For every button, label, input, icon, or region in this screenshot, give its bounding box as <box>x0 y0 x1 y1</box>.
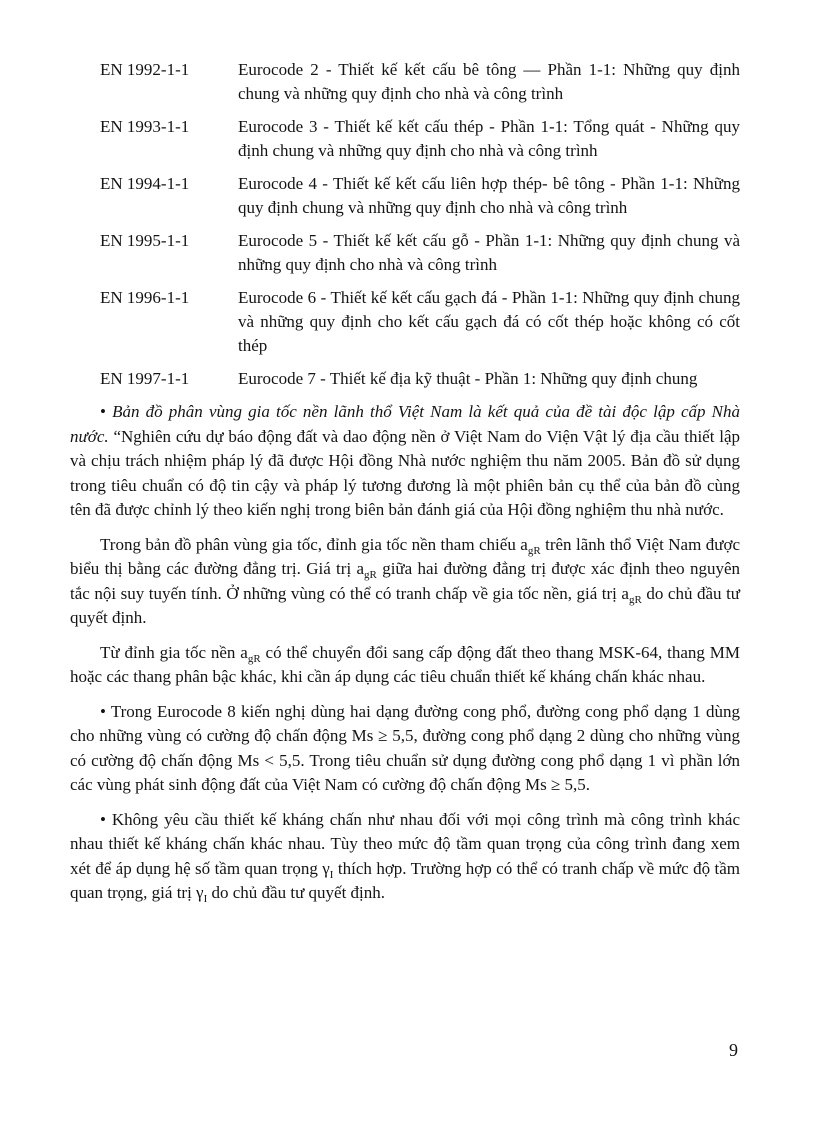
standard-description: Eurocode 7 - Thiết kế địa kỹ thuật - Phần 1: Những quy định chung <box>238 369 698 388</box>
standard-row <box>100 367 740 391</box>
standards-list <box>100 58 740 400</box>
paragraph-spectrum: • Trong Eurocode 8 kiến nghị dùng hai dạng đường cong phổ, đường cong phổ dạng 1 dùng cho những vùng có cường độ chấn động Ms ≥ 5,5, đường cong phổ dạng 2 dùng cho những vùng có cường độ chấn động Ms < 5,5. Trong tiêu chuẩn sử dụng đường cong phổ dạng 1 vì phần lớn các vùng phát sinh động đất của Việt Nam có cường độ chấn động Ms ≥ 5,5. <box>70 701 740 794</box>
paragraph-acceleration: Trong bản đồ phân vùng gia tốc, đỉnh gia tốc nền tham chiếu $a_{gR}$ trên lãnh thổ Việt Nam được biểu thị bằng các đường đẳng trị. Giá trị $a_{gR}$ giữa hai đường đẳng trị được xác định theo nguyên tắc nội suy tuyến tính. Ở những vùng có thể có tranh chấp về gia tốc nền, giá trị $a_{gR}$ do chủ đầu tư quyết định. <box>70 534 741 627</box>
bullet-glyph: • <box>100 402 106 421</box>
italic-lead: Bản đồ phân vùng gia tốc nền lãnh thổ Việt Nam là kết quả của đề tài độc lập cấp Nhà nước. <box>70 402 741 446</box>
paragraph-importance: • Không yêu cầu thiết kế kháng chấn như nhau đối với mọi công trình mà công trình khác nhau thiết kế kháng chấn khác nhau. Tùy theo mức độ tầm quan trọng của công trình đang xem xét để áp dụng hệ số tầm quan trọng $\gamma_I$ thích hợp. Trường hợp có thể có tranh chấp về mức độ tầm quan trọng, giá trị $\gamma_I$ do chủ đầu tư quyết định. <box>70 809 740 905</box>
standard-code: EN 1994-1-1 <box>100 174 190 193</box>
standard-description: Eurocode 2 - Thiết kế kết cấu bê tông — Phần 1-1: Những quy định chung và những quy định cho nhà và công trình <box>238 60 740 103</box>
standard-code: EN 1997-1-1 <box>100 369 190 388</box>
standard-row <box>100 115 740 163</box>
standard-code: EN 1993-1-1 <box>100 117 190 136</box>
paragraph-seismic-map: • Bản đồ phân vùng gia tốc nền lãnh thổ Việt Nam là kết quả của đề tài độc lập cấp Nhà nước. “Nghiên cứu dự báo động đất và dao động nền ở Việt Nam do Viện Vật lý địa cầu thiết lập và chịu trách nhiệm pháp lý đã được Hội đồng Nhà nước nghiệm thu năm 2005. Bản đồ sử dụng trong tiêu chuẩn có độ tin cậy và pháp lý tương đương là một phiên bản cụ thể của bản đồ cùng tên đã được chỉnh lý theo kiến nghị trong biên bản đánh giá của Hội đồng nghiệm thu nhà nước. <box>70 402 741 519</box>
standard-code: EN 1995-1-1 <box>100 231 190 250</box>
standard-row <box>100 286 740 358</box>
body-text <box>70 400 740 916</box>
standard-row <box>100 172 740 220</box>
standard-code: EN 1996-1-1 <box>100 288 190 307</box>
page-number: 9 <box>729 1040 738 1060</box>
standard-description: Eurocode 4 - Thiết kế kết cấu liên hợp thép- bê tông - Phần 1-1: Những quy định chung và những quy định cho nhà và công trình <box>238 174 740 217</box>
standard-description: Eurocode 3 - Thiết kế kết cấu thép - Phần 1-1: Tổng quát - Những quy định chung và những quy định cho nhà và công trình <box>238 117 740 160</box>
standard-code: EN 1992-1-1 <box>100 60 190 79</box>
standard-description: Eurocode 6 - Thiết kế kết cấu gạch đá - Phần 1-1: Những quy định chung và những quy định cho kết cấu gạch đá có cốt thép hoặc không có cốt thép <box>238 288 740 355</box>
standard-description: Eurocode 5 - Thiết kế kết cấu gỗ - Phần 1-1: Những quy định chung và những quy định cho nhà và công trình <box>238 231 740 274</box>
standard-row <box>100 58 740 106</box>
paragraph-conversion: Từ đỉnh gia tốc nền $a_{gR}$ có thể chuyển đổi sang cấp động đất theo thang MSK-64, thang MM hoặc các thang phân bậc khác, khi cần áp dụng các tiêu chuẩn thiết kế kháng chấn khác nhau. <box>70 642 740 686</box>
standard-row <box>100 229 740 277</box>
